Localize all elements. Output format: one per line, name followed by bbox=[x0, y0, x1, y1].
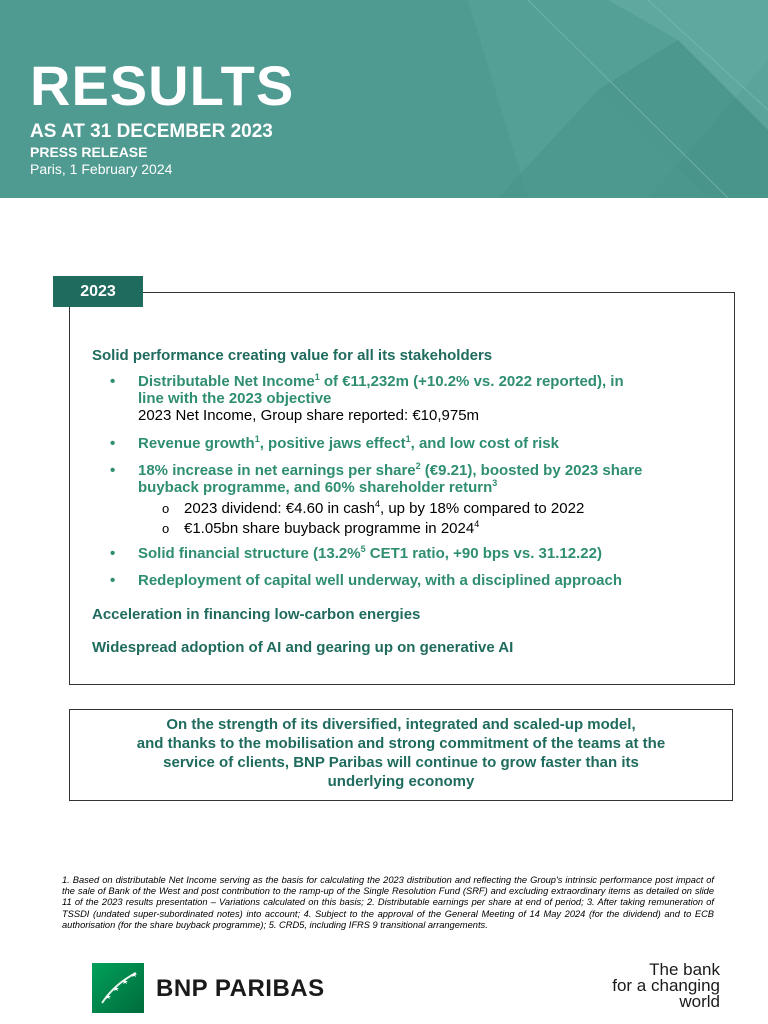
heading-low-carbon: Acceleration in financing low-carbon energies bbox=[92, 606, 421, 623]
bullet-dot-icon: • bbox=[110, 572, 116, 589]
circle-bullet-icon: o bbox=[162, 521, 170, 536]
tagline-line: for a changing bbox=[612, 976, 720, 995]
bullet-dot-icon: • bbox=[110, 373, 116, 390]
header-banner bbox=[0, 0, 768, 198]
tagline bbox=[590, 962, 720, 1010]
sub-item-dividend: o 2023 dividend: €4.60 in cash$^4$, up by 18% compared to 2022 bbox=[162, 499, 585, 517]
statement-line: underlying economy bbox=[327, 773, 475, 790]
highlights-box bbox=[69, 292, 735, 685]
statement-line: On the strength of its diversified, integrated and scaled-up model, bbox=[166, 716, 636, 733]
bullet-dot-icon: • bbox=[110, 435, 116, 452]
statement-line: and thanks to the mobilisation and strong commitment of the teams at the bbox=[136, 735, 666, 752]
bullet-capital-redeployment: Redeployment of capital well underway, with a disciplined approach bbox=[138, 572, 622, 589]
bullet-dot-icon: • bbox=[110, 545, 116, 562]
geometric-pattern-decoration bbox=[348, 0, 768, 198]
heading-performance: Solid performance creating value for all its stakeholders bbox=[92, 347, 493, 364]
statement-line: service of clients, BNP Paribas will continue to grow faster than its bbox=[163, 754, 639, 771]
bullet-earnings-per-share: 18% increase in net earnings per share$^2$ (€9.21), boosted by 2023 share buyback programme, and 60% shareholder return$^3$ bbox=[138, 461, 643, 496]
circle-bullet-icon: o bbox=[162, 501, 170, 516]
heading-ai: Widespread adoption of AI and gearing up on generative AI bbox=[92, 639, 514, 656]
bnp-paribas-stars-logo-icon bbox=[92, 963, 144, 1013]
dateline: Paris, 1 February 2024 bbox=[30, 161, 173, 177]
page-title: RESULTS bbox=[30, 54, 295, 117]
strategy-statement-box bbox=[69, 709, 733, 801]
tagline-line: world bbox=[679, 992, 720, 1011]
year-tab: 2023 bbox=[53, 276, 143, 307]
bullet-net-income: Distributable Net Income$^1$ of €11,232m (+10.2% vs. 2022 reported), in line with the 2023 objective bbox=[138, 372, 624, 407]
page-subtitle: AS AT 31 DECEMBER 2023 bbox=[30, 121, 273, 142]
press-release-label: PRESS RELEASE bbox=[30, 144, 148, 160]
tagline-line: The bank bbox=[649, 960, 720, 979]
bnp-paribas-logo-text: BNP PARIBAS bbox=[156, 975, 325, 1002]
bullet-dot-icon: • bbox=[110, 462, 116, 479]
sub-item-buyback: o €1.05bn share buyback programme in 2024$^4$ bbox=[162, 519, 480, 537]
net-income-reported: 2023 Net Income, Group share reported: €10,975m bbox=[138, 407, 480, 424]
footnotes: 1. Based on distributable Net Income serving as the basis for calculating the 2023 distribution and reflecting the Group's intrinsic performance post impact of the sale of Bank of the West and post contribution to the ramp-up of the Single Resolution Fund (SRF) and excluding extraordinary items as detailed on slide 11 of the 2023 results presentation – Variations calculated on this basis; 2. Distributable earnings per share at end of period; 3. After taking remuneration of TSSDI (undated super-subordinated notes) into account; 4. Subject to the approval of the General Meeting of 14 May 2024 (for the dividend) and to ECB authorisation (for the share buyback programme); 5. CRD5, including IFRS 9 transitional arrangements. bbox=[62, 875, 714, 930]
bullet-revenue-growth: Revenue growth$^1$, positive jaws effect$^1$, and low cost of risk bbox=[138, 434, 559, 452]
bullet-financial-structure: Solid financial structure (13.2%$^5$ CET1 ratio, +90 bps vs. 31.12.22) bbox=[138, 544, 602, 562]
